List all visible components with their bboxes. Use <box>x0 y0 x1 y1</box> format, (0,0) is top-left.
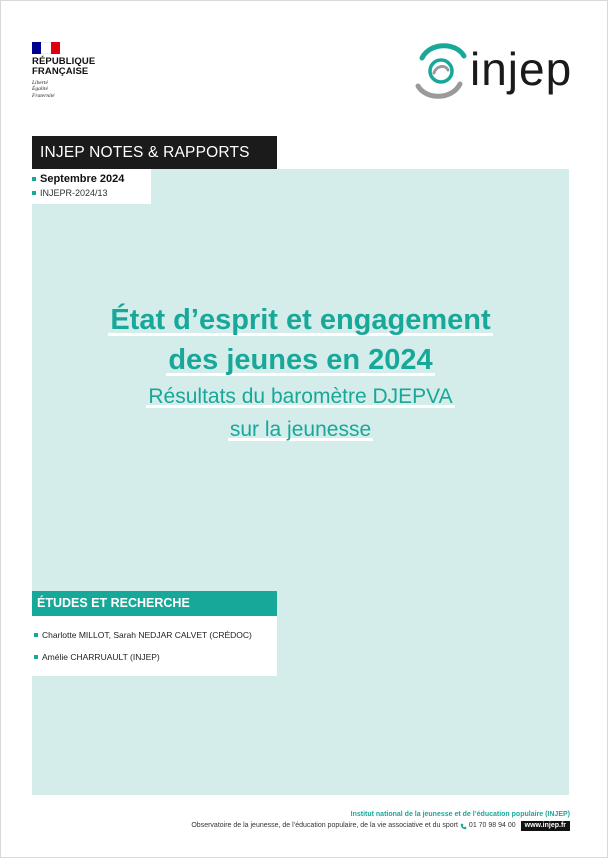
author-name: Amélie CHARRUAULT (INJEP) <box>42 652 160 662</box>
bullet-icon <box>32 191 36 195</box>
publication-meta <box>32 169 151 204</box>
author-name: Charlotte MILLOT, Sarah NEDJAR CALVET (CRÉDOC) <box>42 630 252 640</box>
injep-logo <box>412 40 572 104</box>
publication-reference-row <box>32 186 151 200</box>
subtitle-line2: sur la jeunesse <box>229 418 372 441</box>
republic-motto <box>32 80 95 99</box>
motto-egalite: Égalité <box>32 86 48 93</box>
publication-date: Septembre 2024 <box>40 173 125 185</box>
subtitle <box>60 380 541 446</box>
series-label: INJEP NOTES & RAPPORTS <box>32 136 277 169</box>
title-block <box>60 300 541 446</box>
footer <box>191 810 570 831</box>
republic-name-line1: RÉPUBLIQUE <box>32 56 96 67</box>
footer-phone: 01 70 98 94 00 <box>468 822 516 829</box>
bullet-icon <box>34 633 38 637</box>
injep-swirl-icon <box>412 40 470 102</box>
main-title <box>60 300 541 380</box>
phone-icon <box>460 823 467 830</box>
bullet-icon <box>34 655 38 659</box>
french-flag-icon <box>32 42 60 54</box>
publication-date-row <box>32 172 151 186</box>
motto-liberte: Liberté <box>32 80 48 86</box>
section-label: ÉTUDES ET RECHERCHE <box>32 591 277 616</box>
main-title-line2: des jeunes en 2024 <box>168 344 433 376</box>
author-item <box>32 624 277 646</box>
republic-name <box>32 57 95 77</box>
footer-website-link[interactable]: www.injep.fr <box>521 821 570 831</box>
main-title-line1: État d’esprit et engagement <box>110 304 491 336</box>
footer-observatory: Observatoire de la jeunesse, de l’éducation populaire, de la vie associative et du sport <box>191 822 458 829</box>
republic-name-line2: FRANÇAISE <box>32 66 89 77</box>
subtitle-line1: Résultats du baromètre DJEPVA <box>148 385 453 408</box>
publication-reference: INJEPR-2024/13 <box>40 188 108 198</box>
cover-panel <box>32 169 569 795</box>
republique-francaise-block <box>32 42 95 99</box>
authors-list <box>32 616 277 676</box>
author-item <box>32 646 277 668</box>
bullet-icon <box>32 177 36 181</box>
footer-contact-line <box>191 821 570 831</box>
footer-institute: Institut national de la jeunesse et de l’éducation populaire (INJEP) <box>350 811 570 818</box>
injep-wordmark: injep <box>470 43 573 95</box>
motto-fraternite: Fraternité <box>32 92 55 99</box>
